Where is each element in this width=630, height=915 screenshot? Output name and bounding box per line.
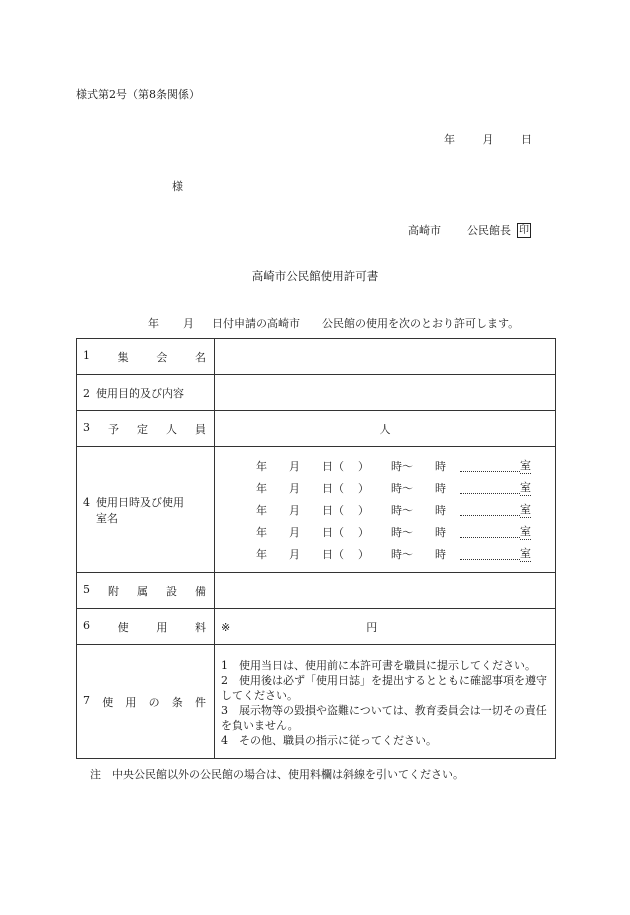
slot-room: 室 — [520, 525, 531, 538]
slot-month: 月 — [289, 481, 300, 495]
intro-sentence — [148, 315, 519, 331]
schedule-slot — [215, 521, 555, 543]
document-title: 高崎市公民館使用許可書 — [251, 269, 379, 283]
slot-month: 月 — [289, 525, 300, 539]
value-fee — [215, 609, 556, 645]
date-year: 年 — [444, 133, 455, 146]
label-conditions: 7 使 用 の 条 件 — [77, 645, 215, 759]
slot-from: 時〜 — [391, 547, 413, 561]
form-number: 様式第2号（第8条関係） — [76, 88, 200, 101]
slot-day: 日（ — [322, 459, 344, 473]
row-purpose — [77, 375, 556, 411]
intro-year: 年 — [148, 317, 159, 330]
schedule-slot — [215, 543, 555, 565]
label-equipment: 5 附 属 設 備 — [77, 573, 215, 609]
slot-to: 時 — [435, 525, 446, 539]
slot-close: ） — [358, 503, 369, 517]
slot-day: 日（ — [322, 481, 344, 495]
fee-unit: 円 — [366, 620, 378, 634]
schedule-slots — [215, 447, 556, 573]
label-purpose: 2 使用目的及び内容 — [77, 375, 215, 411]
slot-year: 年 — [256, 459, 267, 473]
slot-close: ） — [358, 547, 369, 561]
room-blank-line — [460, 525, 520, 538]
slot-close: ） — [358, 481, 369, 495]
value-attendance — [215, 411, 556, 447]
intro-month: 月 — [183, 317, 194, 330]
slot-day: 日（ — [322, 525, 344, 539]
schedule-slot — [215, 477, 555, 499]
row-schedule — [77, 447, 556, 573]
intro-text: 日付申請の高崎市 公民館の使用を次のとおり許可します。 — [212, 317, 520, 330]
condition-item: 1 使用当日は、使用前に本許可書を職員に提示してください。 — [221, 658, 536, 672]
room-blank-line — [460, 481, 520, 494]
footnote: 注 中央公民館以外の公民館の場合は、使用料欄は斜線を引いてください。 — [90, 768, 464, 781]
row-equipment — [77, 573, 556, 609]
slot-from: 時〜 — [391, 481, 413, 495]
schedule-slot — [215, 455, 555, 477]
slot-year: 年 — [256, 503, 267, 517]
row-fee — [77, 609, 556, 645]
slot-to: 時 — [435, 481, 446, 495]
issuer-city: 高崎市 — [408, 224, 441, 237]
addressee-suffix: 様 — [172, 180, 183, 193]
seal-stamp: 印 — [519, 224, 529, 236]
row-conditions — [77, 645, 556, 759]
slot-year: 年 — [256, 481, 267, 495]
slot-room: 室 — [520, 481, 531, 494]
row-meeting-name — [77, 339, 556, 375]
slot-close: ） — [358, 525, 369, 539]
slot-month: 月 — [289, 503, 300, 517]
attendance-unit: 人 — [379, 422, 391, 436]
slot-to: 時 — [435, 503, 446, 517]
issuer — [408, 222, 531, 238]
label-attendance: 3 予 定 人 員 — [77, 411, 215, 447]
fee-mark: ※ — [221, 620, 231, 634]
slot-month: 月 — [289, 547, 300, 561]
date-day: 日 — [521, 133, 532, 146]
label-meeting-name: 1 集 会 名 — [77, 339, 215, 375]
slot-from: 時〜 — [391, 525, 413, 539]
value-purpose — [215, 375, 556, 411]
slot-day: 日（ — [322, 503, 344, 517]
slot-day: 日（ — [322, 547, 344, 561]
slot-year: 年 — [256, 525, 267, 539]
slot-close: ） — [358, 459, 369, 473]
slot-from: 時〜 — [391, 459, 413, 473]
label-fee: 6 使 用 料 — [77, 609, 215, 645]
conditions-list — [215, 645, 556, 759]
slot-month: 月 — [289, 459, 300, 473]
value-equipment — [215, 573, 556, 609]
slot-to: 時 — [435, 547, 446, 561]
row-attendance — [77, 411, 556, 447]
condition-item: 3 展示物等の毀損や盗難については、教育委員会は一切その責任を負いません。 — [221, 703, 547, 732]
slot-from: 時〜 — [391, 503, 413, 517]
issue-date — [444, 131, 532, 147]
slot-to: 時 — [435, 459, 446, 473]
issuer-title: 公民館長 — [467, 224, 511, 237]
slot-room: 室 — [520, 547, 531, 560]
date-month: 月 — [482, 133, 494, 146]
label-schedule: 4 使用日時及び使用 室名 — [77, 447, 215, 573]
slot-year: 年 — [256, 547, 267, 561]
room-blank-line — [460, 459, 520, 472]
value-meeting-name — [215, 339, 556, 375]
slot-room: 室 — [520, 503, 531, 516]
condition-item: 4 その他、職員の指示に従ってください。 — [221, 733, 437, 747]
permit-table — [76, 338, 556, 759]
condition-item: 2 使用後は必ず「使用日誌」を提出するとともに確認事項を遵守してください。 — [221, 673, 547, 702]
schedule-slot — [215, 499, 555, 521]
room-blank-line — [460, 503, 520, 516]
slot-room: 室 — [520, 459, 531, 472]
room-blank-line — [460, 547, 520, 560]
